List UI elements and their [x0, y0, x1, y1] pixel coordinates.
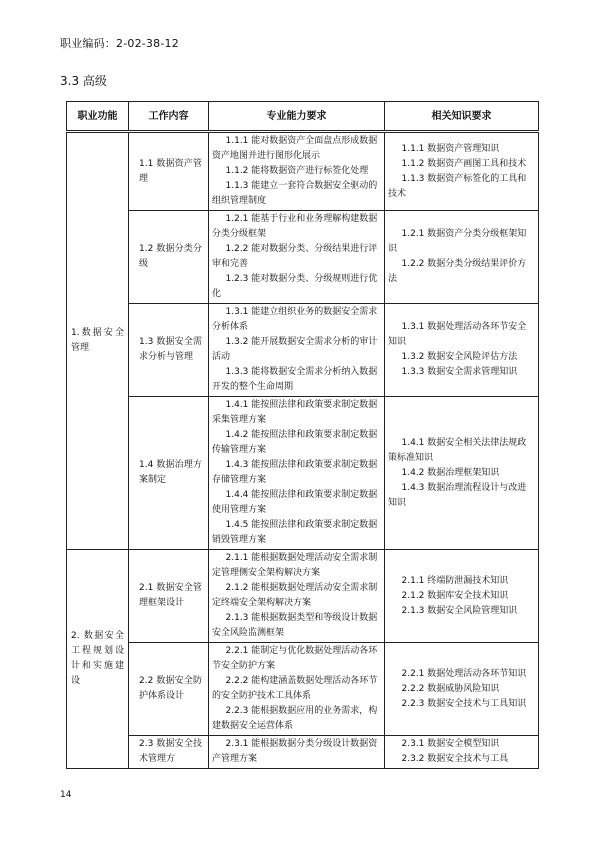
work-content-cell: 1.1 数据资产管理: [129, 132, 209, 211]
table-row: [67, 550, 539, 643]
header-skills: 专业能力要求: [209, 102, 385, 132]
knowledge-cell: [385, 397, 539, 550]
knowledge-item: 2.2.1 数据处理活动各环节知识: [401, 668, 527, 679]
table-row: [67, 643, 539, 736]
header-function: 职业功能: [67, 102, 129, 132]
skill-item: 1.2.3 能对数据分类、分级规则进行优化: [212, 274, 378, 299]
skill-item: 1.4.1 能按照法律和政策要求制定数据采集管理方案: [212, 400, 378, 425]
skill-item: 2.2.2 能构建涵盖数据处理活动各环节的安全防护技术工具体系: [212, 676, 378, 701]
knowledge-item: 2.1.3 数据安全风险管理知识: [401, 605, 518, 616]
skill-item: 2.2.3 能根据数据应用的业务需求，构建数据安全运营体系: [212, 706, 378, 731]
skill-item: 1.3.1 能建立组织业务的数据安全需求分析体系: [212, 307, 378, 332]
knowledge-item: 2.3.1 数据安全模型知识: [401, 739, 500, 749]
knowledge-item: 1.1.2 数据资产画图工具和技术: [401, 158, 527, 169]
table-row: [67, 304, 539, 397]
knowledge-cell: [385, 643, 539, 736]
knowledge-item: 1.4.2 数据治理框架知识: [401, 467, 500, 478]
knowledge-item: 1.1.3 数据资产标签化的工具和技术: [388, 173, 527, 199]
knowledge-item: 2.3.2 数据安全技术与工具: [401, 754, 509, 764]
work-content-cell: 2.3 数据安全技术管理方: [129, 736, 209, 769]
skill-item: 1.3.2 能开展数据安全需求分析的审计活动: [212, 337, 378, 362]
work-content-cell: 1.2 数据分类分级: [129, 211, 209, 304]
skill-item: 2.1.3 能根据数据类型和等级设计数据安全风险监测框架: [212, 613, 378, 638]
skill-item: 2.1.1 能根据数据处理活动安全需求制定管理侧安全架构解决方案: [212, 553, 378, 578]
knowledge-item: 2.1.2 数据库安全技术知识: [401, 590, 509, 601]
knowledge-item: 1.3.2 数据安全风险评估方法: [401, 352, 518, 362]
knowledge-item: 1.3.1 数据处理活动各环节安全知识: [388, 322, 527, 347]
table-row: [67, 211, 539, 304]
skill-item: 1.1.1 能对数据资产全面盘点形成数据资产地图并进行图形化展示: [212, 136, 378, 161]
skill-item: 1.1.3 能建立一套符合数据安全驱动的组织管理制度: [212, 181, 378, 206]
page-number: 14: [60, 790, 72, 800]
skill-cell: [209, 736, 385, 769]
knowledge-item: 1.1.1 数据资产管理知识: [401, 143, 500, 154]
knowledge-item: 1.3.3 数据安全需求管理知识: [401, 367, 518, 377]
function-cell: 2. 数据安全工程规划设计和实施建设: [67, 550, 129, 769]
function-cell: 1.数据安全管理: [67, 132, 129, 550]
section-title: 3.3 高级: [60, 74, 107, 88]
knowledge-item: 2.2.2 数据威胁风险知识: [401, 683, 500, 694]
skill-cell: [209, 397, 385, 550]
knowledge-item: 1.4.3 数据治理流程设计与改进知识: [388, 482, 527, 508]
skill-cell: [209, 550, 385, 643]
skill-item: 1.2.1 能基于行业和业务理解构建数据分类分级框架: [212, 214, 378, 239]
table-header-row: [67, 102, 539, 132]
skill-item: 1.2.2 能对数据分类、分级结果进行评审和完善: [212, 244, 378, 269]
skill-item: 1.4.2 能按照法律和政策要求制定数据传输管理方案: [212, 430, 378, 455]
skill-item: 1.3.3 能将数据安全需求分析纳入数据开发的整个生命周期: [212, 367, 378, 392]
skill-cell: [209, 643, 385, 736]
skill-cell: [209, 132, 385, 211]
skill-item: 1.4.4 能按照法律和政策要求制定数据使用管理方案: [212, 490, 378, 515]
skill-item: 1.1.2 能将数据资产进行标签化处理: [225, 166, 369, 176]
knowledge-cell: [385, 304, 539, 397]
skill-item: 1.4.5 能按照法律和政策要求制定数据销毁管理方案: [212, 520, 378, 545]
knowledge-cell: [385, 736, 539, 769]
knowledge-item: 1.2.1 数据资产分类分级框架知识: [388, 229, 527, 254]
knowledge-item: 2.1.1 终端防泄漏技术知识: [401, 575, 509, 586]
header-knowledge: 相关知识要求: [385, 102, 539, 132]
knowledge-item: 2.2.3 数据安全技术与工具知识: [401, 698, 527, 709]
knowledge-cell: [385, 211, 539, 304]
competency-table: [66, 101, 539, 769]
skill-cell: [209, 304, 385, 397]
occupation-code: 职业编码：2-02-38-12: [60, 37, 179, 50]
knowledge-item: 1.2.2 数据分类分级结果评价方法: [388, 259, 527, 284]
table-row: [67, 736, 539, 769]
skill-item: 2.1.2 能根据数据处理活动安全需求制定终端安全架构解决方案: [212, 583, 378, 608]
skill-item: 1.4.3 能按照法律和政策要求制定数据存储管理方案: [212, 460, 378, 485]
header-content: 工作内容: [129, 102, 209, 132]
work-content-cell: 1.4 数据治理方案制定: [129, 397, 209, 550]
skill-cell: [209, 211, 385, 304]
work-content-cell: 2.2 数据安全防护体系设计: [129, 643, 209, 736]
work-content-cell: 2.1 数据安全管理框架设计: [129, 550, 209, 643]
knowledge-item: 1.4.1 数据安全相关法律法规政策标准知识: [388, 437, 527, 463]
knowledge-cell: [385, 132, 539, 211]
work-content-cell: 1.3 数据安全需求分析与管理: [129, 304, 209, 397]
table-row: [67, 397, 539, 550]
knowledge-cell: [385, 550, 539, 643]
skill-item: 2.3.1 能根据数据分类分级设计数据资产管理方案: [212, 739, 378, 764]
table-row: [67, 132, 539, 211]
skill-item: 2.2.1 能制定与优化数据处理活动各环节安全防护方案: [212, 646, 378, 671]
